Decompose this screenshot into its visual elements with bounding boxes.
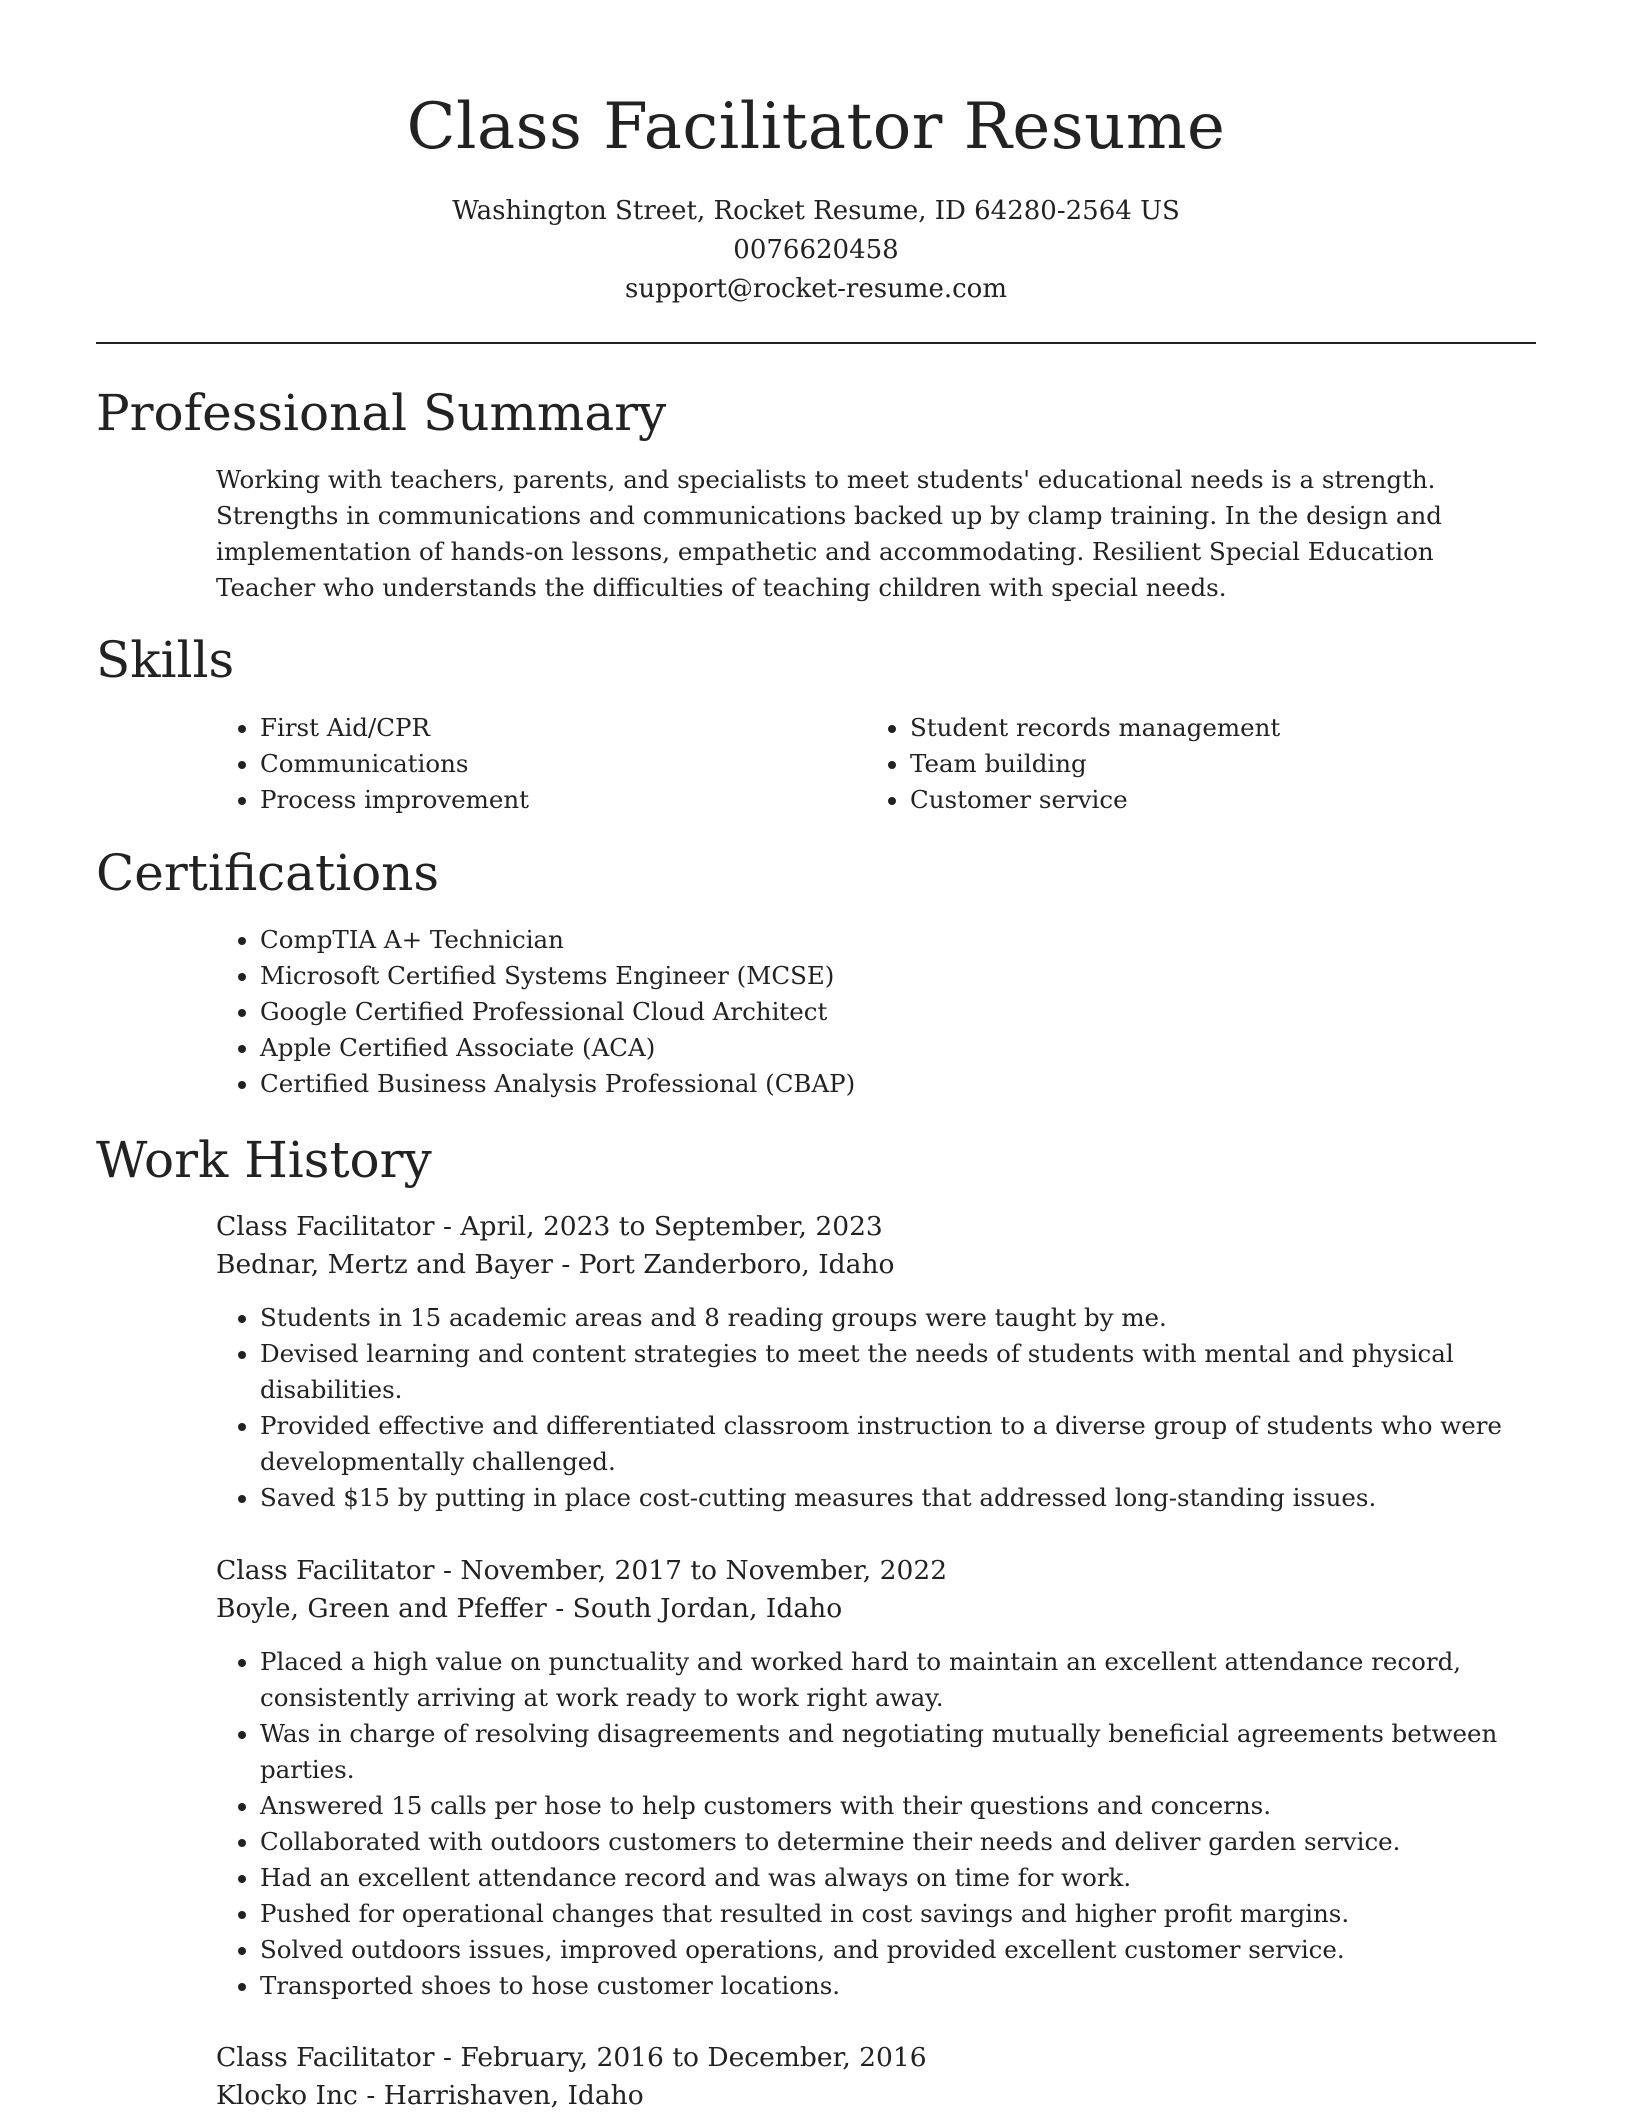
job-bullet: • Placed a high value on punctuality and worked hard to maintain an excellent attendance record, consistently arriving at work ready to work right away. bbox=[260, 1644, 1536, 1716]
certification-item: • Microsoft Certified Systems Engineer (MCSE) bbox=[260, 958, 1536, 994]
summary-text: Working with teachers, parents, and specialists to meet students' educational needs is a strength. Strengths in communications and communications backed up by clamp training. In the design and implementation of hands-on lessons, empathetic and accommodating. Resilient Special Education Teacher who understands the difficulties of teaching children with special needs. bbox=[216, 465, 1442, 602]
job-title: Class Facilitator bbox=[216, 1211, 435, 1242]
certification-item: • Certified Business Analysis Professional (CBAP) bbox=[260, 1066, 1536, 1102]
skill-item: • Process improvement bbox=[260, 782, 529, 818]
skill-item: • First Aid/CPR bbox=[260, 710, 529, 746]
job-bullet: • Saved $15 by putting in place cost-cutting measures that addressed long-standing issues. bbox=[260, 1480, 1536, 1516]
work-history-heading: Work History bbox=[96, 1131, 432, 1189]
job-company-line: Klocko Inc - Harrishaven, Idaho bbox=[216, 2080, 644, 2111]
job-bullet: • Pushed for operational changes that resulted in cost savings and higher profit margins. bbox=[260, 1896, 1536, 1932]
job-bullet: • Had an excellent attendance record and was always on time for work. bbox=[260, 1860, 1536, 1896]
job-location: Port Zanderboro, Idaho bbox=[578, 1249, 895, 1280]
job-company: Bednar, Mertz and Bayer bbox=[216, 1249, 553, 1280]
job-entry bbox=[216, 1552, 1536, 2004]
skill-item: • Communications bbox=[260, 746, 529, 782]
job-title-line: Class Facilitator - November, 2017 to November, 2022 bbox=[216, 1555, 948, 1586]
certifications-list bbox=[216, 922, 1536, 1102]
job-company: Boyle, Green and Pfeffer bbox=[216, 1593, 547, 1624]
job-bullet: • Answered 15 calls per hose to help customers with their questions and concerns. bbox=[260, 1788, 1536, 1824]
job-bullet: • Students in 15 academic areas and 8 reading groups were taught by me. bbox=[260, 1300, 1536, 1336]
certification-item: • Apple Certified Associate (ACA) bbox=[260, 1030, 1536, 1066]
skills-heading: Skills bbox=[96, 631, 235, 689]
summary-heading: Professional Summary bbox=[96, 384, 667, 442]
job-title: Class Facilitator bbox=[216, 1555, 435, 1586]
job-entry bbox=[216, 1208, 1536, 1516]
contact-address: Washington Street, Rocket Resume, ID 64280-2564 US bbox=[452, 196, 1180, 226]
certification-item: • CompTIA A+ Technician bbox=[260, 922, 1536, 958]
skill-item: • Team building bbox=[910, 746, 1280, 782]
job-location: Harrishaven, Idaho bbox=[383, 2080, 644, 2111]
job-bullets bbox=[216, 1300, 1536, 1516]
job-dates: November, 2017 to November, 2022 bbox=[460, 1555, 948, 1586]
job-bullet: • Provided effective and differentiated classroom instruction to a diverse group of students who were developmentally challenged. bbox=[260, 1408, 1536, 1480]
skill-item: • Customer service bbox=[910, 782, 1280, 818]
job-dates: February, 2016 to December, 2016 bbox=[460, 2042, 927, 2073]
job-bullet: • Solved outdoors issues, improved operations, and provided excellent customer service. bbox=[260, 1932, 1536, 1968]
certification-item: • Google Certified Professional Cloud Architect bbox=[260, 994, 1536, 1030]
job-entry bbox=[216, 2039, 1536, 2115]
job-location: South Jordan, Idaho bbox=[572, 1593, 843, 1624]
resume-header bbox=[0, 0, 1632, 309]
header-divider bbox=[96, 342, 1536, 344]
job-bullet: • Was in charge of resolving disagreements and negotiating mutually beneficial agreements between parties. bbox=[260, 1716, 1536, 1788]
skills-left-column bbox=[216, 710, 529, 818]
job-title-line: Class Facilitator - February, 2016 to December, 2016 bbox=[216, 2042, 927, 2073]
resume-title: Class Facilitator Resume bbox=[406, 90, 1226, 164]
job-company-line: Bednar, Mertz and Bayer - Port Zanderboro, Idaho bbox=[216, 1249, 895, 1280]
job-bullet: • Collaborated with outdoors customers to determine their needs and deliver garden service. bbox=[260, 1824, 1536, 1860]
job-bullets bbox=[216, 1644, 1536, 2004]
job-company: Klocko Inc bbox=[216, 2080, 358, 2111]
job-title: Class Facilitator bbox=[216, 2042, 435, 2073]
contact-block bbox=[0, 192, 1632, 309]
job-company-line: Boyle, Green and Pfeffer - South Jordan, Idaho bbox=[216, 1593, 843, 1624]
job-title-line: Class Facilitator - April, 2023 to September, 2023 bbox=[216, 1211, 883, 1242]
skills-right-column bbox=[866, 710, 1280, 818]
skill-item: • Student records management bbox=[910, 710, 1280, 746]
job-bullet: • Transported shoes to hose customer locations. bbox=[260, 1968, 1536, 2004]
job-dates: April, 2023 to September, 2023 bbox=[460, 1211, 883, 1242]
job-bullet: • Devised learning and content strategies to meet the needs of students with mental and physical disabilities. bbox=[260, 1336, 1536, 1408]
contact-phone: 0076620458 bbox=[733, 235, 899, 265]
certifications-heading: Certifications bbox=[96, 844, 440, 902]
contact-email: support@rocket-resume.com bbox=[624, 274, 1007, 304]
